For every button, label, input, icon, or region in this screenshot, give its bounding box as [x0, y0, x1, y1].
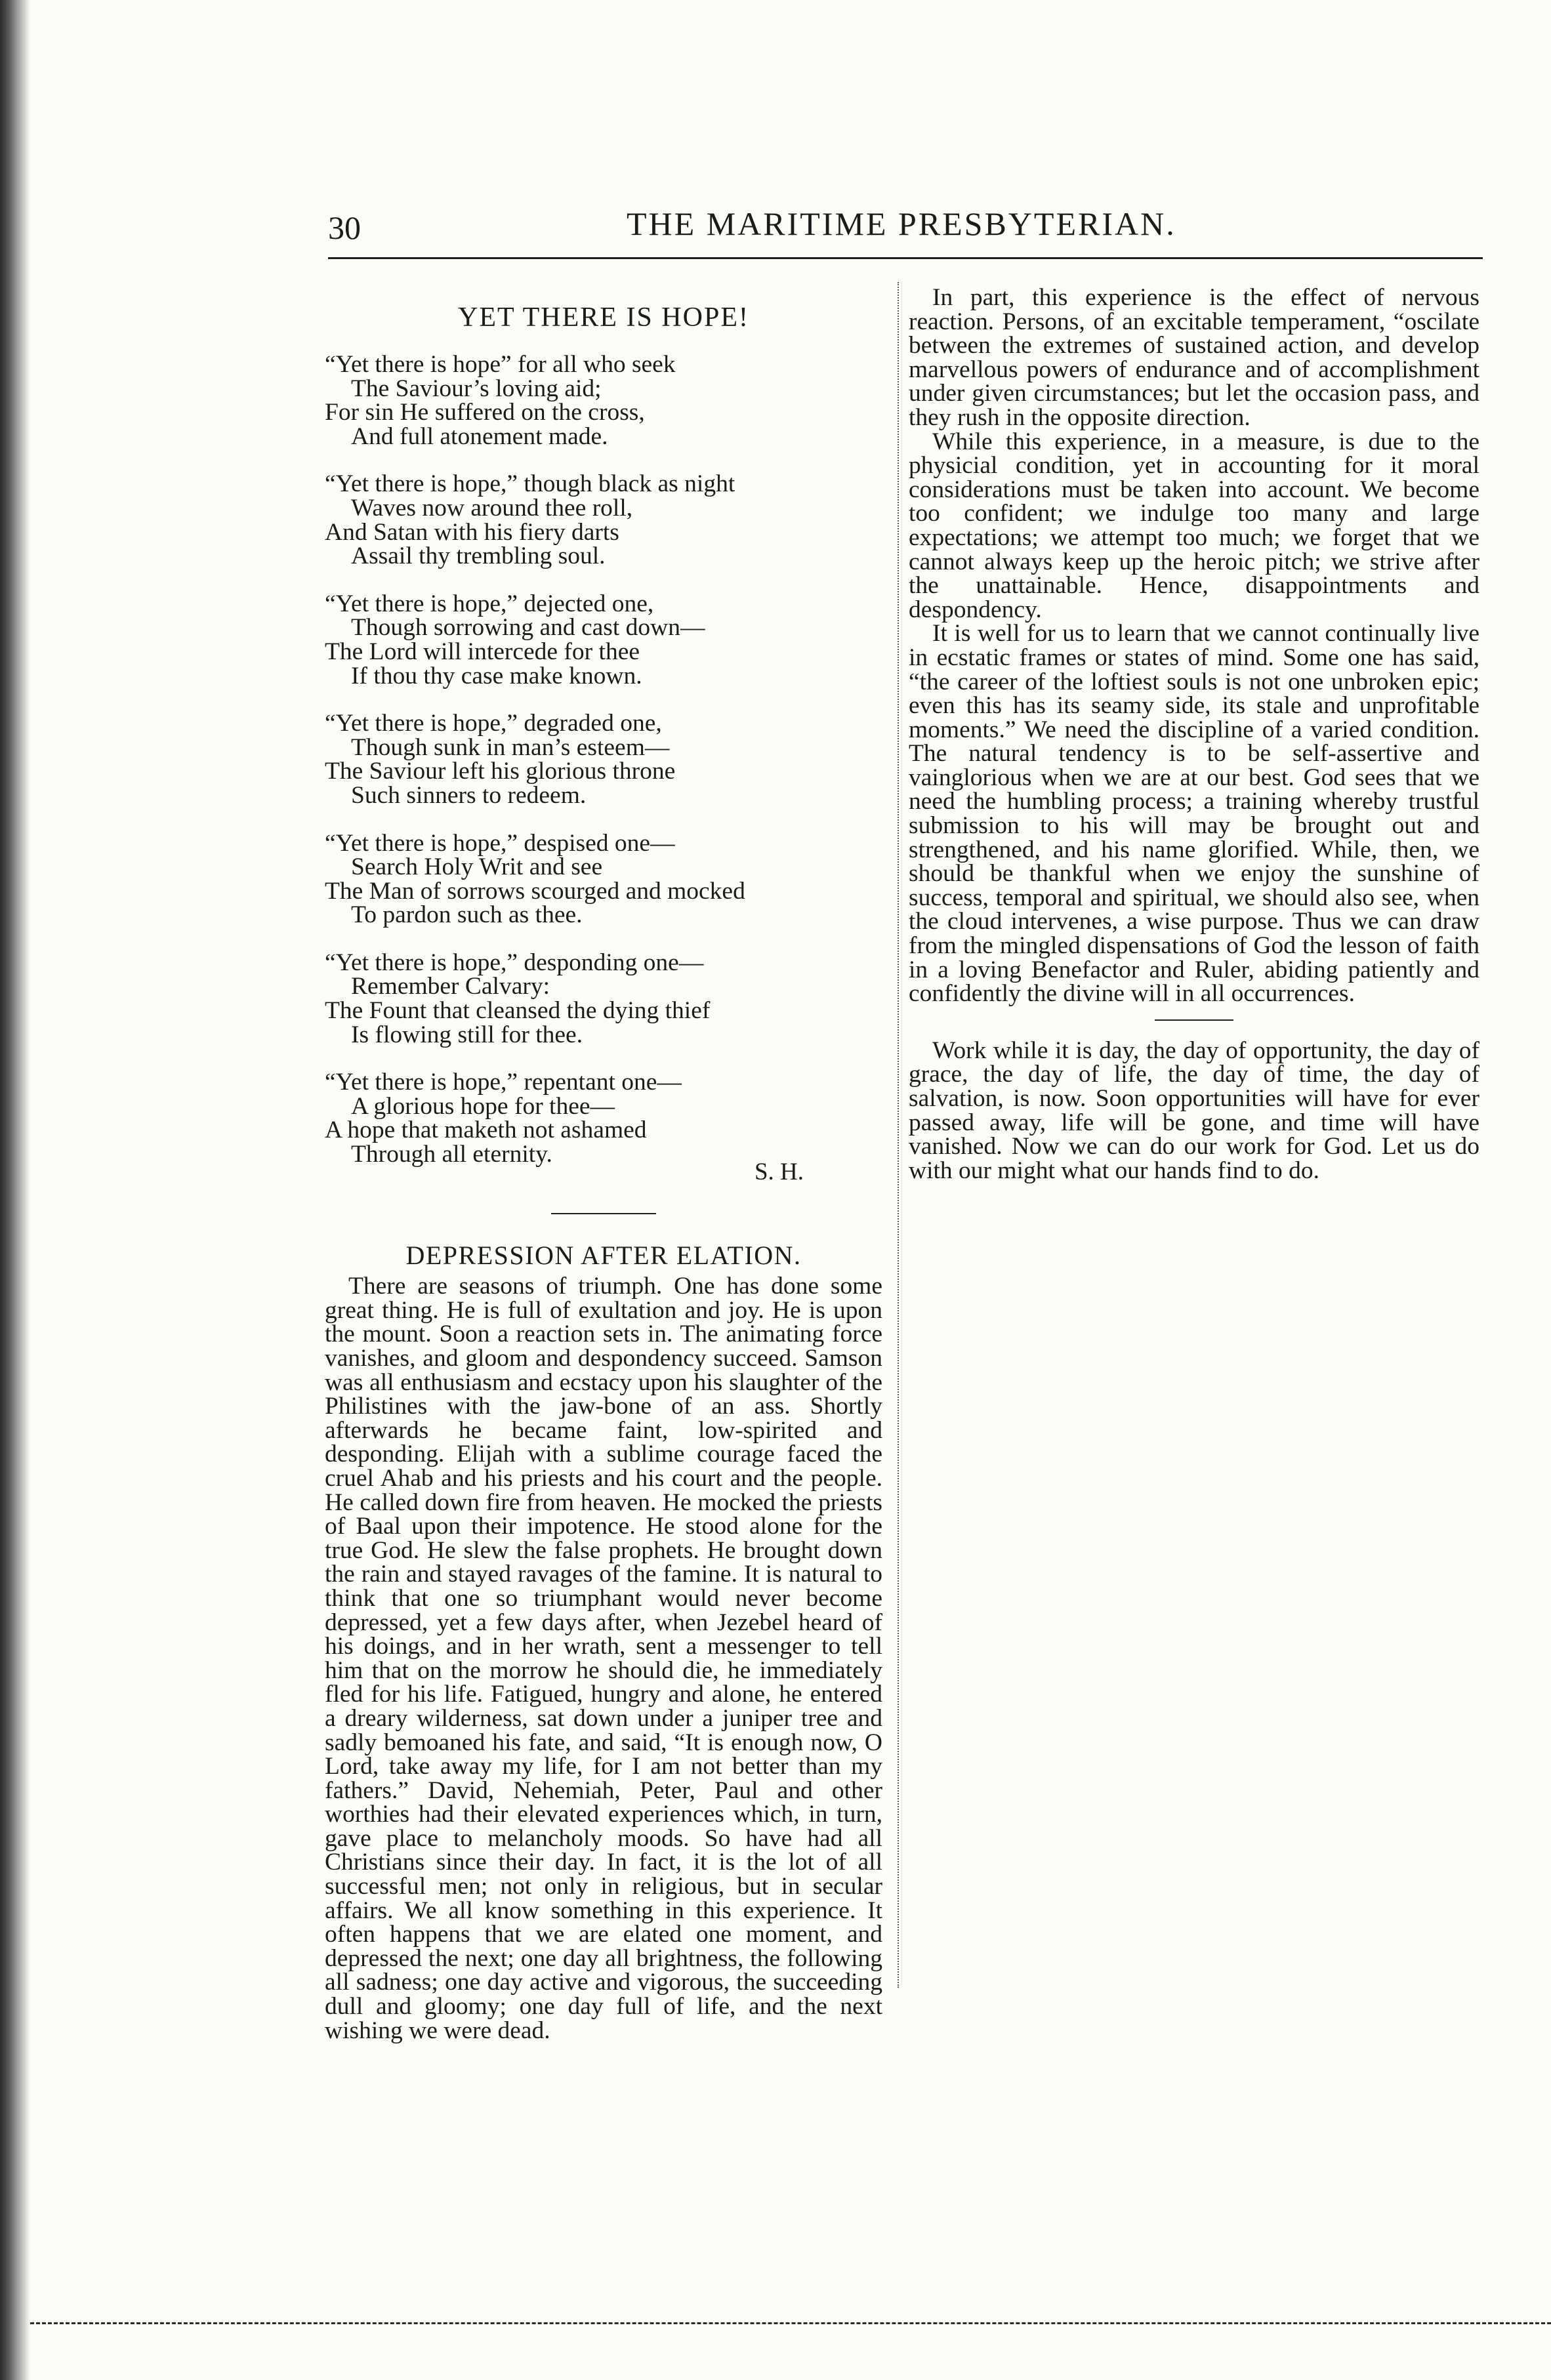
poem-line: Is flowing still for thee. [351, 1021, 583, 1048]
poem-line: “Yet there is hope,” dejected one, [325, 590, 654, 617]
poem-line: Through all eternity. [351, 1141, 552, 1168]
poem-signature: S. H. [754, 1158, 804, 1185]
poem-line: The Saviour left his glorious throne [325, 758, 676, 785]
note-paragraph: Work while it is day, the day of opportunity, the day of grace, the day of life, the day of time, the day of salvation, is now. Soon opportunities will have for ever passed away, life will be gone, and time will have vanished. Now we can do our work for God. Let us do with our might what our hands find to do. [909, 1036, 1479, 1184]
poem-line: And full atonement made. [351, 422, 608, 450]
page-number: 30 [328, 209, 361, 246]
section-separator [1155, 1019, 1233, 1021]
poem-line: The Fount that cleansed the dying thief [325, 997, 711, 1025]
article-paragraph: It is well for us to learn that we cannot continually live in ecstatic frames or states of mind. Some one has said, “the career of the loftiest souls is not one unbroken epic; even this has its seamy side, its stale and unprofitable moments.” We need the discipline of a varied condition. The natural tendency is to be self-assertive and vainglorious when we are at our best. God sees that we need the humbling process; a training whereby trustful submission to his will may be brought out and strengthened, and his name glorified. While, then, we should be thankful when we enjoy the sunshine of success, temporal and spiritual, we should also see, when the cloud intervenes, a wise purpose. Thus we can draw from the mingled dispensations of God the lesson of faith in a loving Benefactor and Ruler, abiding patiently and confidently the divine will in all occurrences. [909, 620, 1479, 1008]
poem-line: To pardon such as thee. [351, 901, 583, 929]
stanza [325, 951, 882, 1047]
poem-line: The Lord will intercede for thee [325, 638, 640, 665]
poem-line: And Satan with his fiery darts [325, 518, 619, 546]
running-title: THE MARITIME PRESBYTERIAN. [627, 205, 1176, 242]
poem-line: Such sinners to redeem. [351, 781, 587, 809]
stanza [325, 472, 882, 568]
section-separator [551, 1213, 656, 1214]
poem-line: A glorious hope for thee— [351, 1092, 615, 1120]
poem-line: Though sorrowing and cast down— [351, 614, 705, 642]
poem-title: YET THERE IS HOPE! [458, 302, 749, 333]
poem-line: “Yet there is hope,” desponding one— [325, 949, 704, 976]
poem-line: “Yet there is hope,” repentant one— [325, 1069, 682, 1096]
poem-line: “Yet there is hope,” though black as night [325, 470, 735, 498]
header-rule [328, 257, 1483, 259]
scan-bottom-edge [30, 2322, 1551, 2324]
page-header [328, 197, 1483, 269]
poem-line: For sin He suffered on the cross, [325, 399, 645, 426]
stanza [325, 1071, 882, 1166]
article-paragraph: In part, this experience is the effect of nervous reaction. Persons, of an excitable temperament, “oscilate between the extremes of sustained action, and develop marvellous powers of endurance and of accomplishment under given circumstances; but let the occasion pass, and they rush in the opposite direction. [909, 284, 1479, 431]
poem-line: The Man of sorrows scourged and mocked [325, 877, 745, 905]
left-column [325, 303, 882, 2043]
poem-line: “Yet there is hope” for all who seek [325, 351, 676, 378]
poem-line: Though sunk in man’s esteem— [351, 733, 670, 761]
poem-line: Waves now around thee roll, [351, 494, 633, 522]
stanza [325, 592, 882, 688]
poem-line: Remember Calvary: [351, 973, 550, 1000]
stanza [325, 829, 882, 929]
stanza [325, 353, 882, 449]
article-paragraph: While this experience, in a measure, is due to the physicial condition, yet in accounting for it moral considerations must be taken into account. We become too confident; we indulge too many and large expectations; we attempt too much; we forget that we cannot always keep up the heroic pitch; we strive after the unattainable. Hence, disappointments and despondency. [909, 428, 1479, 623]
article-paragraph: There are seasons of triumph. One has done some great thing. He is full of exultation and joy. He is upon the mount. Soon a reaction sets in. The animating force vanishes, and gloom and despondency succeed. Samson was all enthusiasm and ecstacy upon his slaughter of the Philistines with the jaw-bone of an ass. Shortly afterwards he became faint, low-spirited and desponding. Elijah with a sublime courage faced the cruel Ahab and his priests and his court and the people. He called down fire from heaven. He mocked the priests of Baal upon their impotence. He stood alone for the true God. He slew the false prophets. He brought down the rain and stayed ravages of the famine. It is natural to think that one so triumphant would never become depressed, yet a few days after, when Jezebel heard of his doings, and in her wrath, sent a messenger to tell him that on the morrow he should die, he immediately fled for his life. Fatigued, hungry and alone, he entered a dreary wilderness, sat down under a juniper tree and sadly bemoaned his fate, and said, “It is enough now, O Lord, take away my life, for I am not better than my fathers.” David, Nehemiah, Peter, Paul and other worthies had their elevated experiences which, in turn, gave place to melancholy moods. So have had all Christians since their day. In fact, it is the lot of all successful men; not only in religious, but in secular affairs. We all know something in this experience. It often happens that we are elated one moment, and depressed the next; one day all brightness, the following all sadness; one day active and vigorous, the succeeding dull and gloomy; one day full of life, and the next wishing we were dead. [325, 1273, 882, 2044]
poem-line: Assail thy trembling soul. [351, 543, 606, 570]
scan-page-edge [0, 0, 30, 2380]
poem-line: Search Holy Writ and see [351, 853, 603, 881]
poem [325, 303, 882, 1184]
poem-line: “Yet there is hope,” despised one— [325, 829, 675, 857]
poem-line: A hope that maketh not ashamed [325, 1117, 647, 1144]
poem-line: The Saviour’s loving aid; [351, 375, 602, 402]
poem-line: “Yet there is hope,” degraded one, [325, 710, 662, 737]
article-title: DEPRESSION AFTER ELATION. [405, 1241, 802, 1271]
right-column [909, 286, 1479, 1183]
poem-line: If thou thy case make known. [351, 662, 642, 689]
column-divider [898, 282, 899, 1988]
stanza [325, 712, 882, 808]
